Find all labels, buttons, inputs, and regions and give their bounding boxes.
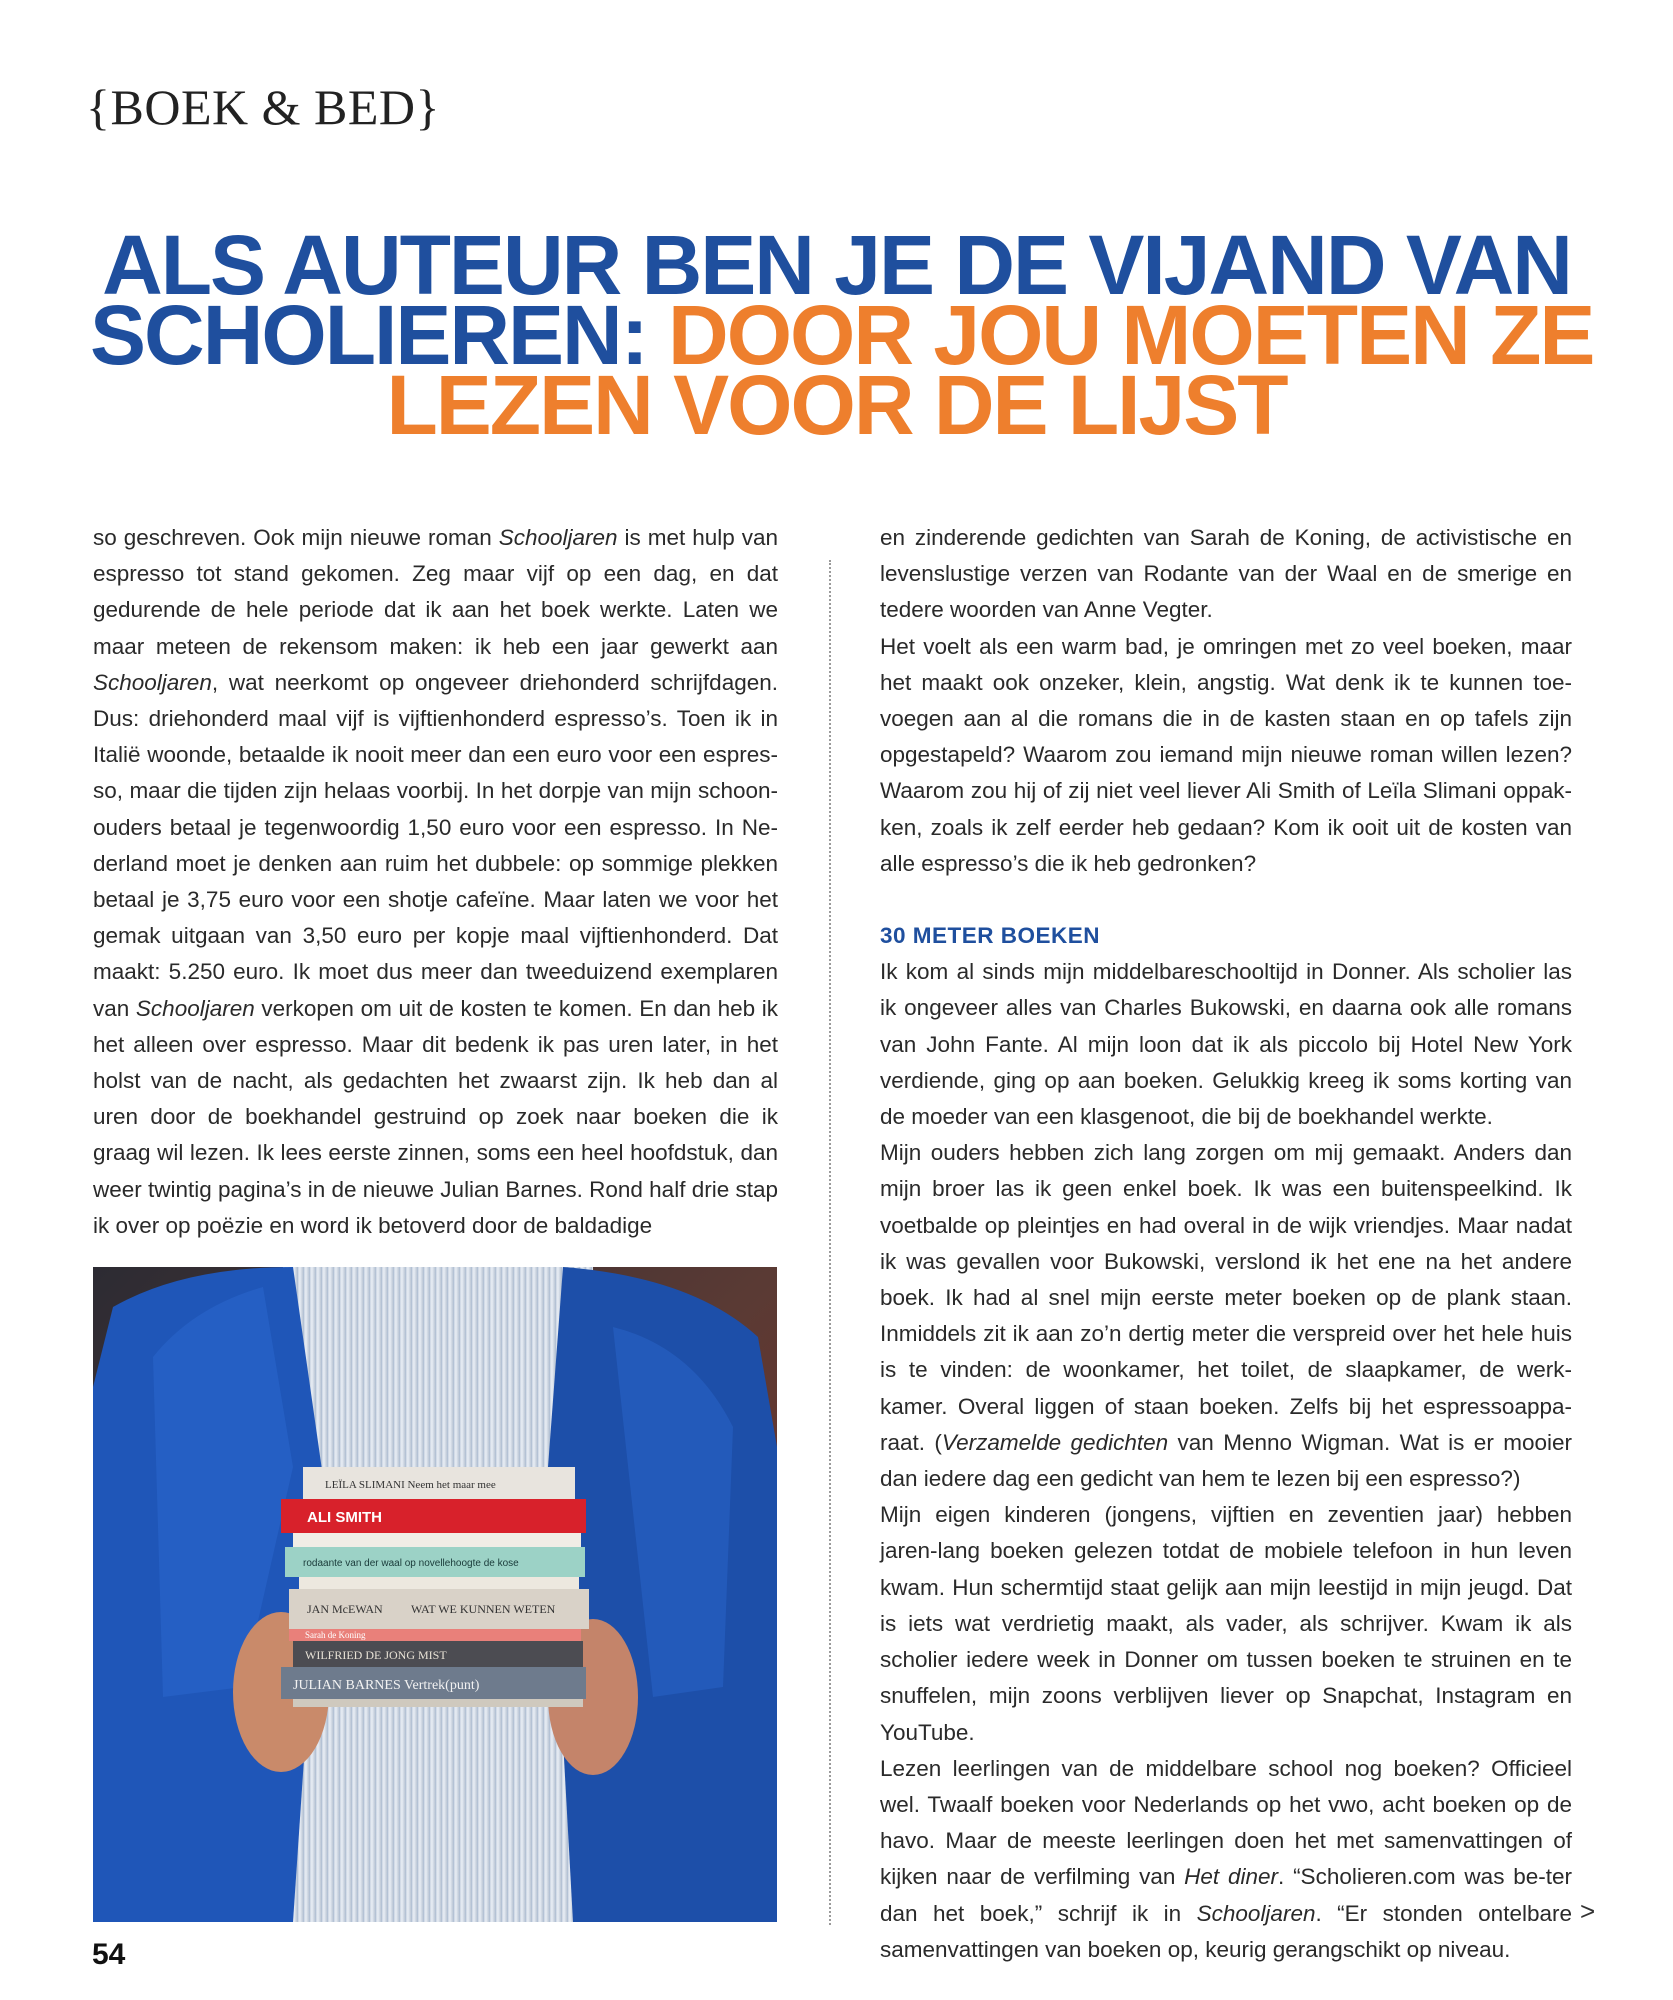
text-run: . “Er stonden ontelbare samenvattingen van boeken op, keurig gerangschikt op niveau.: [880, 1900, 1572, 1962]
headline-line-1: ALS AUTEUR BEN JE DE VIJAND VAN: [102, 218, 1571, 312]
headline-line-2-blue: SCHOLIEREN:: [90, 288, 669, 382]
left-column: [93, 520, 778, 1244]
spine-7: WILFRIED DE JONG MIST: [305, 1648, 447, 1662]
text-run: is met hulp van espresso tot stand gekomen. Zeg maar vijf op een dag, en dat gedurende de hele periode dat ik aan het boek werkte. Laten we maar meteen de rekensom maken: ik heb een jaar gewerkt aan: [93, 525, 778, 659]
text-run: Lezen leerlingen van de middelbare school nog boeken? Officieel wel. Twaalf boeken voor Nederlands op het vwo, acht boeken op de havo. Maar de meeste leerlingen doen het met samenvattingen of kijken naar de verfilming van: [880, 1755, 1572, 1890]
book-title: Verzamelde gedichten: [941, 1429, 1169, 1455]
spine-4: JAN McEWAN: [307, 1602, 383, 1616]
book-stack: [281, 1467, 589, 1707]
text-run: verkopen om uit de kosten te komen. En dan heb ik het alleen over espresso. Maar dit bedenk ik pas uren later, in het holst van de nacht, als gedachten het zwaarst zijn. Ik heb dan al uren door de boekhandel gestruind op zoek naar boeken die ik graag wil lezen. Ik lees eerste zinnen, soms een heel hoofdstuk, dan weer twintig pagina’s in de nieuwe Julian Barnes. Rond half drie stap ik over op poëzie en word ik betoverd door de baldadige: [93, 995, 779, 1238]
column-divider: [829, 560, 831, 1925]
right-paragraph-3: Ik kom al sinds mijn middelbareschooltijd in Donner. Als scholier las ik ongeveer alles van Charles Bukowski, en daarna ook alle romans van John Fante. Al mijn loon dat ik als piccolo bij Hotel New York verdiende, ging op aan boeken. Gelukkig kreeg ik soms korting van de moeder van een klasgenoot, die bij de boekhandel werkte.: [880, 959, 1572, 1130]
left-paragraph-1: [93, 520, 778, 1244]
right-paragraph-6: [880, 1751, 1572, 1968]
text-run: so geschreven. Ook mijn nieuwe roman: [93, 525, 499, 550]
photo-stack-of-books: [93, 1267, 777, 1922]
text-run: , wat neerkomt op ongeveer driehonderd schrijfdagen. Dus: driehonderd maal vijf is vijftienhonderd espresso’s. Toen ik in Italië woonde, betaalde ik nooit meer dan een euro voor een espres-so, maar die tijden zijn helaas voorbij. In het dorpje van mijn schoon-ouders betaal je tegenwoordig 1,50 euro voor een espresso. In Ne-derland moet je denken aan ruim het dubbele: op sommige plekken betaal je 3,75 euro voor een shotje cafeïne. Maar laten we voor het gemak uitgaan van 3,50 euro per kopje maal vijftienhonderd. Dat maakt: 5.250 euro. Ik moet dus meer dan tweeduizend exemplaren van: [93, 669, 778, 1021]
book-title: Schooljaren: [1196, 1900, 1316, 1926]
right-column: [880, 520, 1572, 1968]
text-run: van Menno Wigman. Wat is er mooier dan iedere dag een gedicht van hem te lezen bij een espresso?): [880, 1429, 1572, 1492]
spine-3: rodaante van der waal op novellehoogte de kose: [303, 1558, 519, 1569]
headline-line-3: LEZEN VOOR DE LIJST: [386, 358, 1287, 452]
subheading: 30 METER BOEKEN: [880, 923, 1101, 949]
page-number: 54: [92, 1938, 126, 1971]
spine-1: LEÏLA SLIMANI Neem het maar mee: [325, 1479, 496, 1491]
right-paragraph-1: en zinderende gedichten van Sarah de Koning, de activistische en levenslustige verzen van Rodante van der Waal en de smerige en tedere woorden van Anne Vegter.: [880, 525, 1572, 623]
text-run: Mijn ouders hebben zich lang zorgen om mij gemaakt. Anders dan mijn broer las ik geen enkel boek. Ik was een buitenspeelkind. Ik voetbalde op pleintjes en had overal in de wijk vriendjes. Maar nadat ik was gevallen voor Bukowski, verslond ik het ene na het andere boek. Ik had al snel mijn eerste meter boeken op de plank staan. Inmiddels zit ik aan zo’n dertig meter die verspreid over het hele huis is te vinden: de woonkamer, het toilet, de slaapkamer, de werk-kamer. Overal liggen of staan boeken. Zelfs bij het espressoappa-raat. (: [880, 1140, 1572, 1455]
text-run: . “Scholieren.com was be-ter dan het boek,” schrijf ik in: [880, 1864, 1573, 1926]
book-title: Schooljaren: [498, 525, 618, 550]
headline: [90, 218, 1594, 452]
right-paragraph-2: Het voelt als een warm bad, je omringen met zo veel boeken, maar het maakt ook onzeker, klein, angstig. Wat denk ik te kunnen toe-voegen aan al die romans die in de kasten staan en op tafels zijn opgestapeld? Waarom zou iemand mijn nieuwe roman willen lezen? Waarom zou hij of zij niet veel liever Ali Smith of Leïla Slimani oppak-ken, zoals ik zelf eerder heb gedaan? Kom ik ooit uit de kosten van alle espresso’s die ik heb gedronken?: [880, 633, 1572, 876]
section-tag: {BOEK & BED}: [86, 79, 440, 135]
book-title: Het diner: [1184, 1864, 1279, 1890]
book-title: Schooljaren: [135, 995, 255, 1021]
spine-2: ALI SMITH: [307, 1509, 382, 1526]
spine-8: JULIAN BARNES Vertrek(punt): [293, 1678, 480, 1693]
right-paragraph-4: [880, 1135, 1572, 1497]
headline-line-2-orange: DOOR JOU MOETEN ZE: [668, 288, 1594, 382]
book-title: Schooljaren: [93, 669, 212, 695]
spine-5: WAT WE KUNNEN WETEN: [411, 1602, 556, 1616]
spine-6: Sarah de Koning: [305, 1630, 366, 1640]
next-page-arrow: >: [1580, 1896, 1596, 1926]
right-paragraph-5: Mijn eigen kinderen (jongens, vijftien en zeventien jaar) hebben jaren-lang boeken gelezen totdat de mobiele telefoon in hun leven kwam. Hun schermtijd staat gelijk aan mijn leestijd in mijn jeugd. Dat is iets wat verdrietig maakt, als vader, als schrijver. Kwam ik als scholier iedere week in Donner om tussen boeken te struinen en te snuffelen, mijn zoons verblijven liever op Snapchat, Instagram en YouTube.: [880, 1502, 1572, 1745]
